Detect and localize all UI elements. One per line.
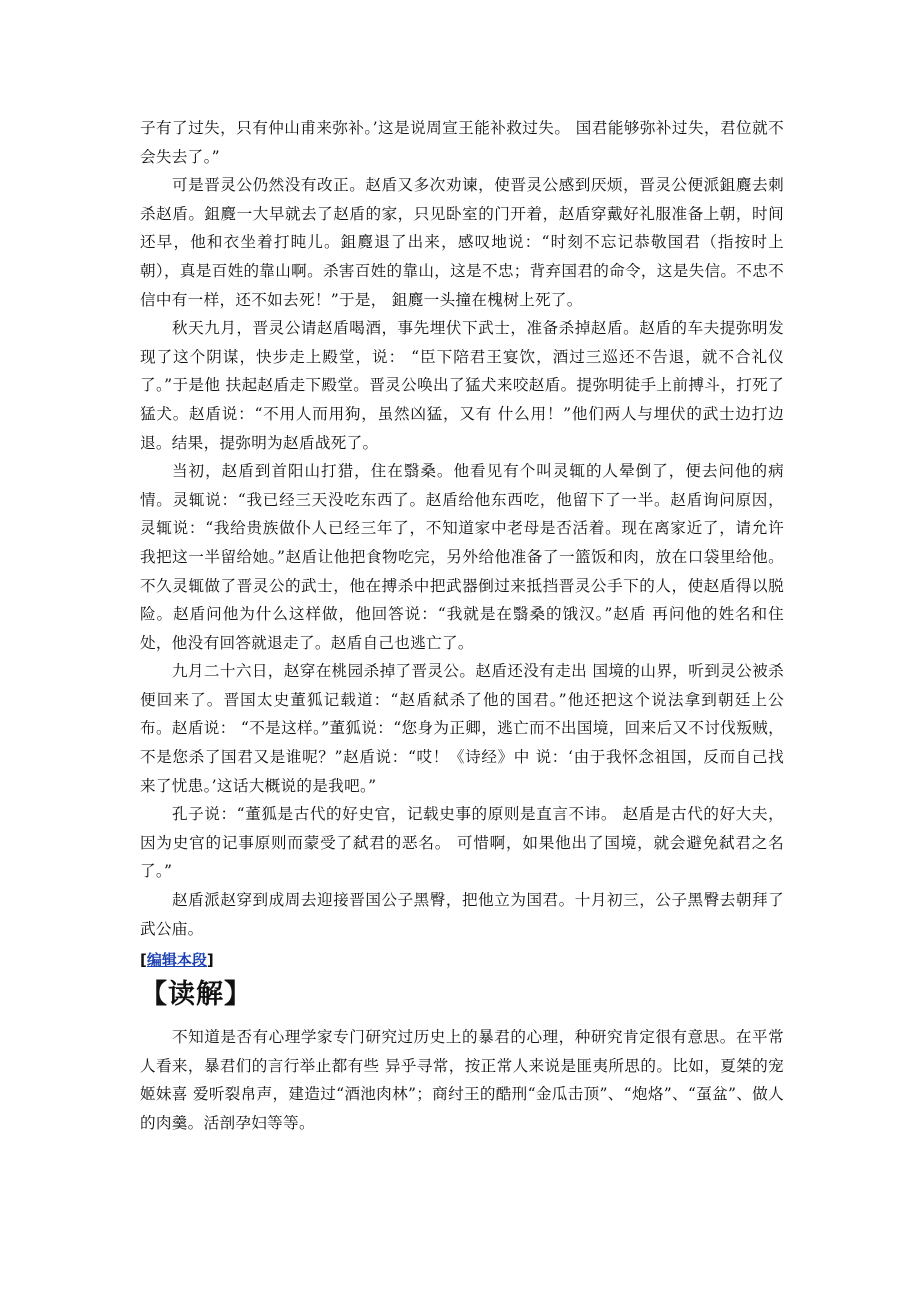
edit-section-link-line <box>140 949 784 971</box>
edit-link-open-bracket: [ <box>140 951 147 970</box>
paragraph: 九月二十六日，赵穿在桃园杀掉了晋灵公。赵盾还没有走出 国境的山界，听到灵公被杀便回来了。晋国太史董狐记载道：“赵盾弑杀了他的国君。”他还把这个说法拿到朝廷上公布。赵盾说： “不是这样。”董狐说：“您身为正卿，逃亡而不出国境，回来后又不讨伐叛贼，不是您杀了国君又是谁呢？”赵盾说：“哎！《诗经》中 说：‘由于我怀念祖国，反而自己找来了忧患。’这话大概说的是我吧。” <box>140 662 784 795</box>
section-heading: 【读解】 <box>140 979 252 1011</box>
paragraph: 当初，赵盾到首阳山打猎，住在翳桑。他看见有个叫灵辄的人晕倒了，便去问他的病情。灵辄说：“我已经三天没吃东西了。赵盾给他东西吃，他留下了一半。赵盾询问原因，灵辄说：“我给贵族做仆人已经三年了，不知道家中老母是否活着。现在离家近了，请允许我把这一半留给她。”赵盾让他把食物吃完，另外给他准备了一篮饭和肉，放在口袋里给他。不久灵辄做了晋灵公的武士，他在搏杀中把武器倒过来抵挡晋灵公手下的人，使赵盾得以脱险。赵盾问他为什么这样做，他回答说：“我就是在翳桑的饿汉。”赵盾 再问他的姓名和住处，他没有回答就退走了。赵盾自己也逃亡了。 <box>140 462 784 652</box>
paragraph: 孔子说：“董狐是古代的好史官，记载史事的原则是直言不讳。 赵盾是古代的好大夫，因为史官的记事原则而蒙受了弑君的恶名。 可惜啊，如果他出了国境，就会避免弑君之名了。” <box>140 805 784 881</box>
paragraph: 可是晋灵公仍然没有改正。赵盾又多次劝谏，使晋灵公感到厌烦，晋灵公便派鉏麑去刺杀赵盾。鉏麑一大早就去了赵盾的家，只见卧室的门开着，赵盾穿戴好礼服准备上朝，时间还早，他和衣坐着打盹儿。鉏麑退了出来，感叹地说：“时刻不忘记恭敬国君（指按时上朝），真是百姓的靠山啊。杀害百姓的靠山，这是不忠；背弃国君的命令，这是失信。不忠不信中有一样，还不如去死！”于是， 鉏麑一头撞在槐树上死了。 <box>140 176 784 309</box>
paragraph: 秋天九月，晋灵公请赵盾喝酒，事先埋伏下武士，准备杀掉赵盾。赵盾的车夫提弥明发现了这个阴谋，快步走上殿堂，说： “臣下陪君王宴饮，酒过三巡还不告退，就不合礼仪了。”于是他 扶起赵盾走下殿堂。晋灵公唤出了猛犬来咬赵盾。提弥明徒手上前搏斗，打死了猛犬。赵盾说：“不用人而用狗，虽然凶猛，又有 什么用！”他们两人与埋伏的武士边打边退。结果，提弥明为赵盾战死了。 <box>140 319 784 452</box>
paragraph: 不知道是否有心理学家专门研究过历史上的暴君的心理，种研究肯定很有意思。在平常人看来，暴君们的言行举止都有些 异乎寻常，按正常人来说是匪夷所思的。比如，夏桀的宠姬妹喜 爱听裂帛声，建造过“酒池肉林”；商纣王的酷刑“金瓜击顶”、“炮烙”、“虿盆”、做人的肉羹。活剖孕妇等等。 <box>140 1028 784 1132</box>
paragraph: 赵盾派赵穿到成周去迎接晋国公子黑臀，把他立为国君。十月初三，公子黑臀去朝拜了武公庙。 <box>140 891 784 938</box>
paragraph: 子有了过失，只有仲山甫来弥补。’这是说周宣王能补救过失。 国君能够弥补过失，君位就不会失去了。” <box>140 119 784 166</box>
edit-link-close-bracket: ] <box>206 951 214 970</box>
document-body <box>140 114 784 1138</box>
edit-section-link[interactable]: 编辑本段 <box>146 951 207 970</box>
